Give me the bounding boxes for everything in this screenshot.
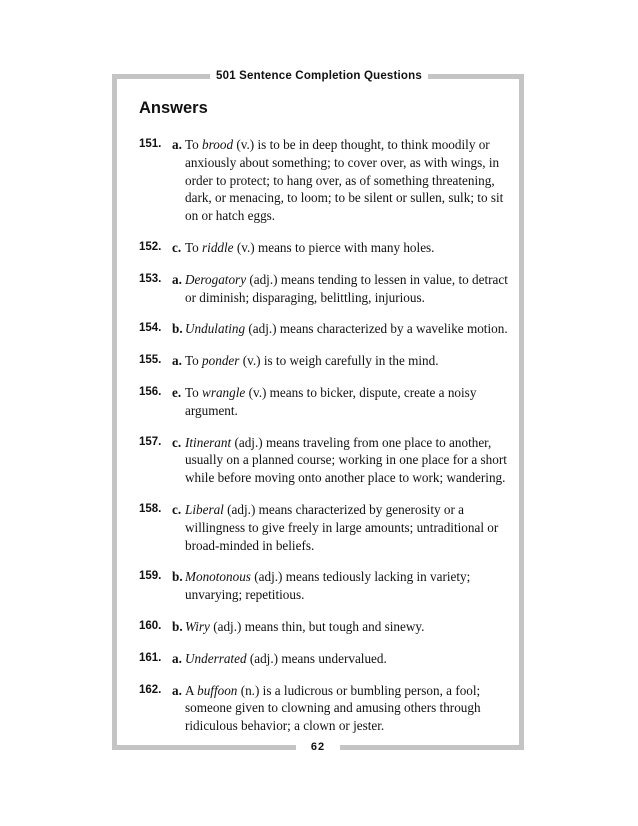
answer-text [185,271,509,307]
answer-number: 155. [139,354,162,367]
page-number: 62 [310,741,326,753]
answer-definition: (v.) means to bicker, dispute, create a noisy argument. [185,384,477,418]
answer-text [185,352,509,370]
answer-text [185,320,509,338]
answer-item [139,320,509,338]
answer-pre: To [185,384,203,400]
answer-term: Monotonous [185,569,251,585]
answer-term: Derogatory [185,271,247,287]
answer-definition: (adj.) means characterized by generosity or a willingness to give freely in large amounts; untraditional or broad-minded in beliefs. [185,501,499,553]
answer-definition: (n.) is a ludicrous or bumbling person, a fool; someone given to clowning and amusing others through ridiculous behavior; a clown or jester. [185,682,481,734]
answer-text [185,239,509,257]
answer-text [185,384,509,420]
answer-item [139,239,509,257]
answer-text [185,501,509,554]
answer-number: 157. [139,435,162,448]
answer-item [139,271,509,307]
answer-letter: c. [172,501,182,517]
answer-term: Wiry [185,618,210,634]
answer-letter: c. [172,434,182,450]
answer-text [185,568,509,604]
answer-letter: a. [172,353,182,369]
answer-item [139,352,509,370]
answer-term: Undulating [185,321,246,337]
running-head: 501 Sentence Completion Questions [216,70,422,82]
answer-number: 161. [139,651,162,664]
answer-list [139,136,509,749]
answer-number: 151. [139,138,162,150]
frame-top-right-rule [428,74,524,79]
answer-letter: a. [172,271,182,287]
answer-term: ponder [202,353,240,369]
answer-definition: (adj.) means traveling from one place to another, usually on a planned course; working in one place for a short while before moving onto another place to work; wandering. [185,434,507,486]
answer-number: 159. [139,570,162,583]
answer-term: Liberal [185,501,224,517]
answer-definition: (v.) means to pierce with many holes. [233,239,435,255]
answer-definition: (adj.) means undervalued. [246,650,387,666]
answer-definition: (adj.) means characterized by a wavelike motion. [245,321,508,337]
answer-item [139,682,509,735]
answer-pre: To [185,239,203,255]
answer-item [139,618,509,636]
answer-text [185,682,509,735]
answer-item [139,568,509,604]
answer-term: Itinerant [185,434,232,450]
answer-letter: b. [172,321,183,337]
frame-right-rule [519,74,524,750]
answer-term: brood [202,137,234,152]
answer-text [185,650,509,668]
answer-letter: a. [172,682,182,698]
answer-definition: (adj.) means tending to lessen in value, to detract or diminish; disparaging, belittling, injurious. [185,271,508,305]
answer-item [139,136,509,225]
answer-item [139,501,509,554]
answer-definition: (adj.) means tediously lacking in variety; unvarying; repetitious. [185,569,471,603]
answer-text [185,136,509,225]
answer-number: 153. [139,272,162,285]
answer-number: 158. [139,502,162,515]
answer-number: 160. [139,619,162,632]
answer-text [185,618,509,636]
answer-item [139,384,509,420]
answer-item [139,434,509,487]
answer-letter: b. [172,618,183,634]
answer-term: riddle [202,239,234,255]
answer-term: wrangle [202,384,246,400]
answer-definition: (v.) is to be in deep thought, to think moodily or anxiously about something; to cover over, as with wings, in order to protect; to hang over, as of something threatening, dark, or menacing, to loom; to be silent or sullen, sulk; to sit on or hatch eggs. [185,137,504,224]
answer-letter: a. [172,137,182,152]
answer-number: 156. [139,385,162,398]
answer-item [139,650,509,668]
answer-number: 152. [139,240,162,253]
answer-definition: (adj.) means thin, but tough and sinewy. [209,618,425,634]
answer-pre: To [185,137,203,152]
answer-term: buffoon [197,682,238,698]
answer-letter: c. [172,239,182,255]
answer-letter: b. [172,569,183,585]
answer-pre: A [185,682,198,698]
answer-term: Underrated [185,650,247,666]
answer-number: 154. [139,322,162,335]
answer-pre: To [185,353,203,369]
frame-top-left-rule [112,74,210,79]
frame-left-rule [112,74,117,750]
answer-number: 162. [139,683,162,696]
section-title: Answers [139,99,208,117]
answer-letter: e. [172,384,182,400]
answer-letter: a. [172,650,182,666]
answer-definition: (v.) is to weigh carefully in the mind. [239,353,439,369]
answer-text [185,434,509,487]
